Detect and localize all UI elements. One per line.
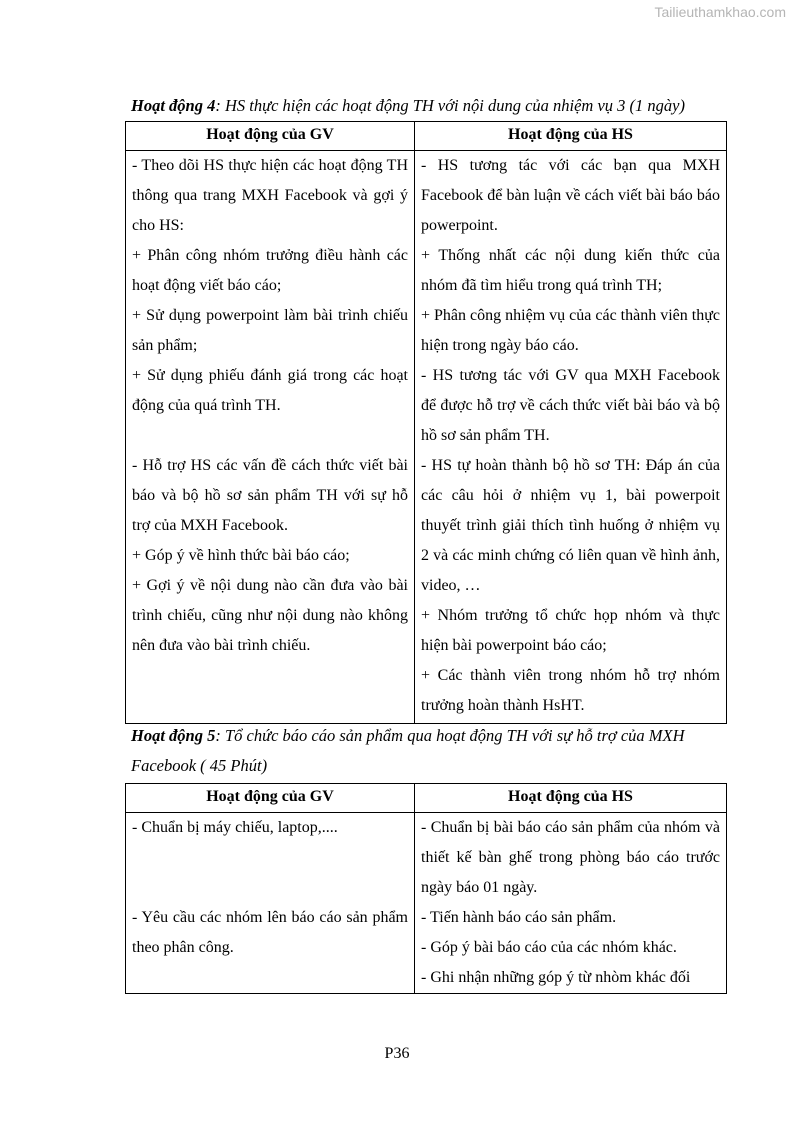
hs-activities-cell — [415, 151, 727, 724]
spacer — [132, 843, 408, 873]
gv-activities-cell — [126, 813, 415, 994]
column-header-gv: Hoạt động của GV — [126, 122, 415, 151]
gv-item: + Phân công nhóm trưởng điều hành các hoạt động viết báo cáo; — [132, 247, 408, 294]
activity5-label: Hoạt động 5 — [131, 726, 216, 745]
gv-item: - Hỗ trợ HS các vấn đề cách thức viết bài báo và bộ hồ sơ sản phẩm TH với sự hỗ trợ của MXH Facebook. — [132, 457, 408, 534]
hs-item: + Nhóm trưởng tổ chức họp nhóm và thực hiện bài powerpoint báo cáo; — [421, 607, 720, 654]
spacer — [132, 873, 408, 903]
watermark: Tailieuthamkhao.com — [654, 4, 786, 20]
gv-item: + Góp ý về hình thức bài báo cáo; — [132, 547, 350, 564]
gv-item: - Theo dõi HS thực hiện các hoạt động TH thông qua trang MXH Facebook và gợi ý cho HS: — [132, 157, 408, 234]
hs-item: - HS tương tác với GV qua MXH Facebook để được hỗ trợ về cách thức viết bài báo và bộ hồ sơ sản phẩm TH. — [421, 367, 720, 444]
hs-item: - Ghi nhận những góp ý từ nhòm khác đối — [421, 969, 691, 986]
gv-item: - Chuẩn bị máy chiếu, laptop,.... — [132, 819, 338, 836]
table-header-row — [126, 122, 727, 151]
gv-activities-cell — [126, 151, 415, 724]
hs-item: + Các thành viên trong nhóm hỗ trợ nhóm trưởng hoàn thành HsHT. — [421, 667, 720, 714]
gv-item: + Sử dụng phiếu đánh giá trong các hoạt động của quá trình TH. — [132, 367, 408, 414]
hs-activities-cell — [415, 813, 727, 994]
hs-item: + Phân công nhiệm vụ của các thành viên thực hiện trong ngày báo cáo. — [421, 307, 720, 354]
hs-item: - Góp ý bài báo cáo của các nhóm khác. — [421, 939, 677, 956]
activity4-table — [125, 121, 727, 724]
hs-item: - Chuẩn bị bài báo cáo sản phẩm của nhóm và thiết kế bàn ghế trong phòng báo cáo trước ngày báo 01 ngày. — [421, 819, 720, 896]
activity5-description: : Tổ chức báo cáo sản phẩm qua hoạt động TH với sự hỗ trợ của MXH Facebook ( 45 Phút) — [131, 726, 685, 775]
column-header-hs: Hoạt động của HS — [415, 784, 727, 813]
table-header-row — [126, 784, 727, 813]
gv-item: - Yêu cầu các nhóm lên báo cáo sản phẩm theo phân công. — [132, 909, 408, 956]
table-row — [126, 813, 727, 994]
column-header-hs: Hoạt động của HS — [415, 122, 727, 151]
hs-item: - HS tương tác với các bạn qua MXH Facebook để bàn luận về cách viết bài báo báo powerpoint. — [421, 157, 720, 234]
page-number: P36 — [384, 1045, 410, 1062]
activity4-label: Hoạt động 4 — [131, 96, 216, 115]
spacer — [132, 421, 408, 451]
gv-item: + Sử dụng powerpoint làm bài trình chiếu sản phẩm; — [132, 307, 408, 354]
hs-item: + Thống nhất các nội dung kiến thức của nhóm đã tìm hiểu trong quá trình TH; — [421, 247, 720, 294]
activity4-description: : HS thực hiện các hoạt động TH với nội dung của nhiệm vụ 3 (1 ngày) — [215, 96, 685, 115]
table-row — [126, 151, 727, 724]
activity4-heading — [131, 91, 731, 121]
activity5-heading — [131, 721, 731, 781]
hs-item: - HS tự hoàn thành bộ hồ sơ TH: Đáp án của các câu hỏi ở nhiệm vụ 1, bài powerpoit thuyết trình giải thích tình huống ở nhiệm vụ 2 và các minh chứng có liên quan về hình ảnh, video, … — [421, 457, 720, 594]
gv-item: + Gợi ý về nội dung nào cần đưa vào bài trình chiếu, cũng như nội dung nào không nên đưa vào bài trình chiếu. — [132, 577, 408, 654]
hs-item: - Tiến hành báo cáo sản phẩm. — [421, 909, 617, 926]
column-header-gv: Hoạt động của GV — [126, 784, 415, 813]
activity5-table — [125, 783, 727, 994]
